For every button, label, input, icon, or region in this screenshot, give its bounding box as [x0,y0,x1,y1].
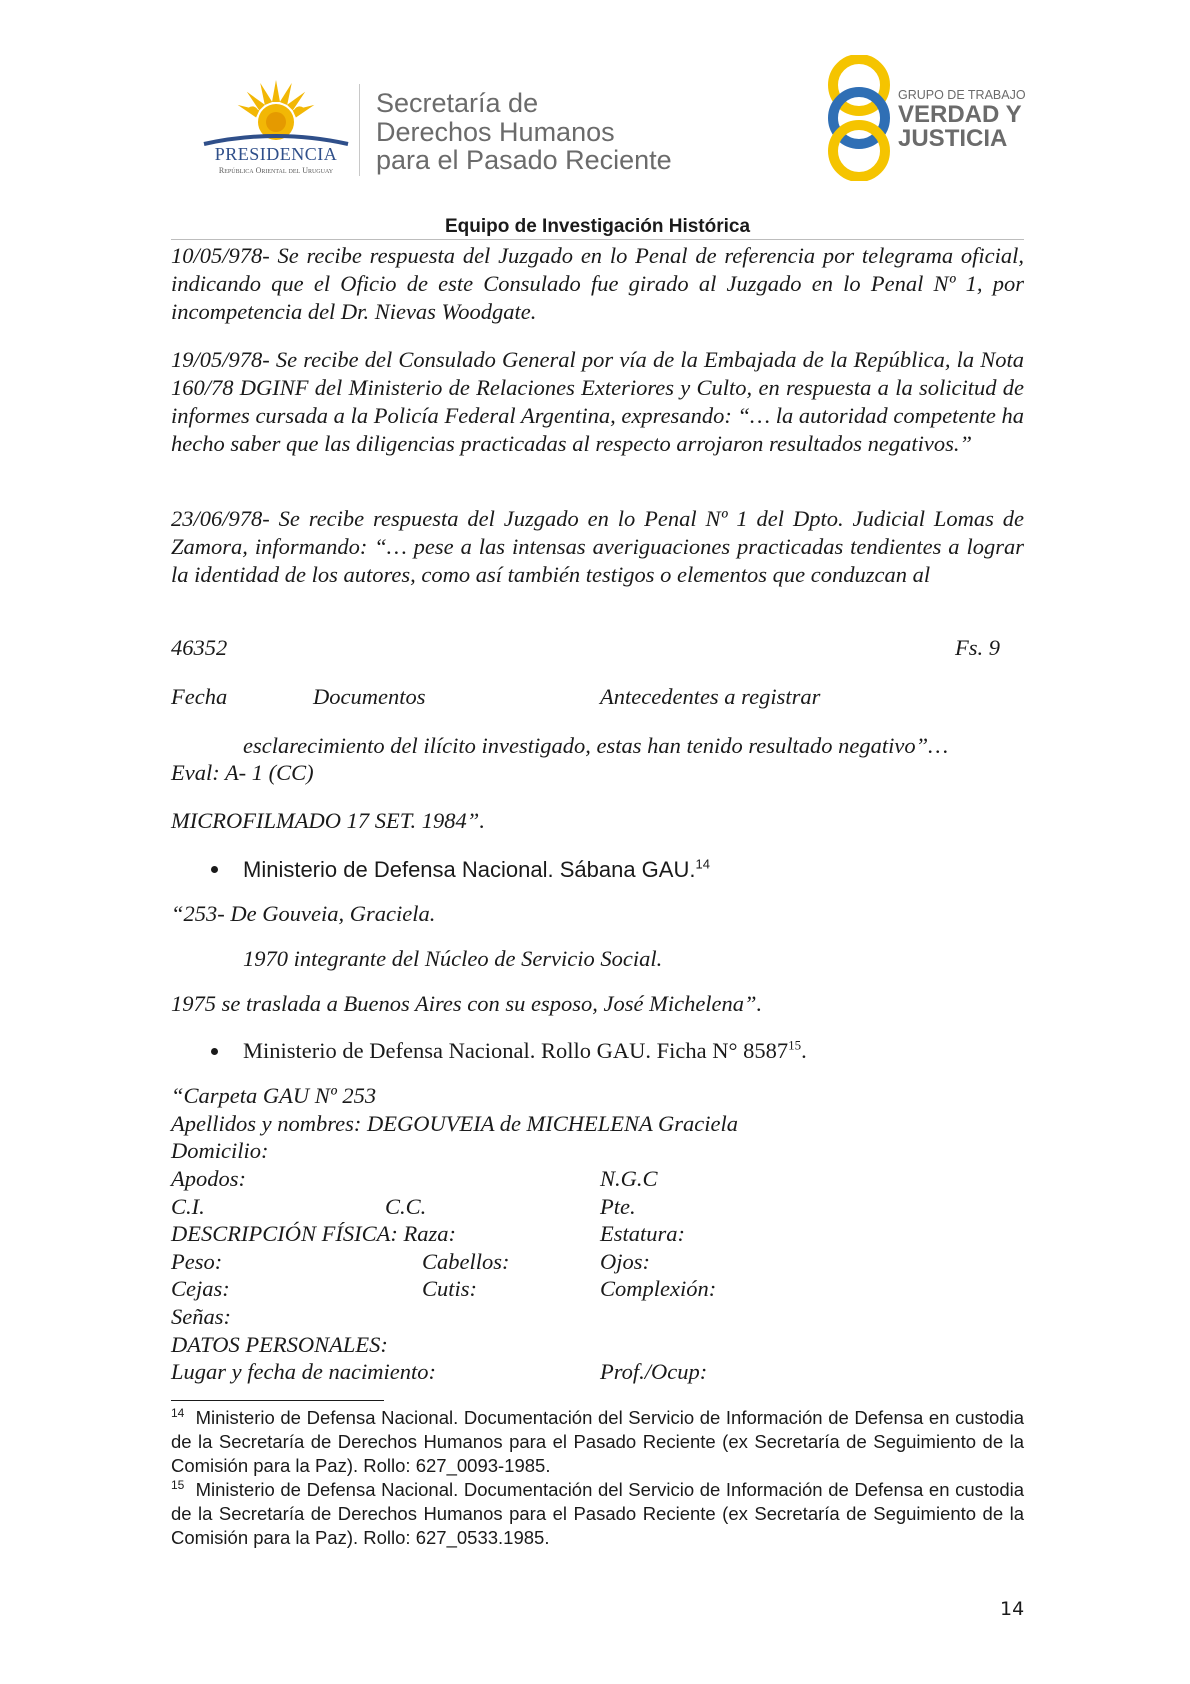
secretaria-title [376,88,672,174]
ficha-datos-personales: DATOS PERSONALES: [171,1332,388,1357]
page-number: 14 [1000,1598,1025,1620]
footnote-15-number: 15 [171,1477,185,1492]
column-header-antecedentes: Antecedentes a registrar [600,684,821,709]
presidencia-logo [196,78,356,178]
grupo-verdad-justicia-logo [824,55,1034,185]
entry-line-1: “253- De Gouveia, Graciela. [171,901,436,926]
footnote-14-text: Ministerio de Defensa Nacional. Documentación del Servicio de Información de Defensa en custodia de la Secretaría de Derechos Humanos para el Pasado Reciente (ex Secretaría de Seguimiento de la Comisión para la Paz). Rollo: 627_0093-1985. [171,1407,1025,1476]
ficha-descripcion: DESCRIPCIÓN FÍSICA: Raza: [171,1221,456,1246]
linked-rings-icon [824,55,894,181]
paragraph-2: 19/05/978- Se recibe del Consulado General por vía de la Embajada de la República, la Nota 160/78 DGINF del Ministerio de Relaciones Exteriores y Culto, en respuesta a la solicitud de informes cursada a la Policía Federal Argentina, expresando: “… la autoridad competente ha hecho saber que las diligencias practicadas al respecto arrojaron resultados negativos.” [171,347,1024,456]
entry-line-3: 1975 se traslada a Buenos Aires con su esposo, José Michelena”. [171,991,763,1016]
ficha-senas: Señas: [171,1304,231,1329]
bullet-2-text: Ministerio de Defensa Nacional. Rollo GAU. Ficha N° 8587 [243,1038,789,1063]
footnote-14 [171,1406,1024,1478]
team-title: Equipo de Investigación Histórica [444,216,751,237]
secretaria-line-1: Secretaría de [376,88,539,118]
ficha-estatura: Estatura: [600,1221,686,1246]
folio-number: 46352 [171,635,228,660]
ficha-ci: C.I. [171,1194,205,1219]
footnote-ref-15: 15 [788,1037,802,1053]
evaluation-line: Eval: A- 1 (CC) [171,760,314,785]
footnote-15 [171,1478,1024,1550]
ficha-ojos: Ojos: [600,1249,650,1274]
bullet-dot [211,1048,218,1055]
ficha-profesion: Prof./Ocup: [600,1359,708,1384]
entry-line-2: 1970 integrante del Núcleo de Servicio Social. [243,946,663,971]
footnote-14-number: 14 [171,1405,185,1420]
ficha-lugar-nacimiento: Lugar y fecha de nacimiento: [171,1359,436,1384]
ficha-peso: Peso: [171,1249,223,1274]
bullet-2 [243,1037,807,1065]
paragraph-3: 23/06/978- Se recibe respuesta del Juzgado en lo Penal Nº 1 del Dpto. Judicial Lomas de Zamora, informando: “… pese a las intensas averiguaciones practicadas tendientes a lograr la identidad de los autores, como así también testigos o elementos que conduzcan al [171,506,1024,587]
ficha-ngc: N.G.C [600,1166,658,1191]
bullet-1 [243,856,710,884]
ficha-carpeta: “Carpeta GAU Nº 253 [171,1083,377,1108]
folio-fs: Fs. 9 [955,635,1000,660]
ficha-pte: Pte. [600,1194,636,1219]
ficha-cabellos: Cabellos: [422,1249,510,1274]
bullet-1-text: Ministerio de Defensa Nacional. Sábana GAU. [243,857,696,882]
footnote-15-text: Ministerio de Defensa Nacional. Documentación del Servicio de Información de Defensa en custodia de la Secretaría de Derechos Humanos para el Pasado Reciente (ex Secretaría de Seguimiento de la Comisión para la Paz). Rollo: 627_0533.1985. [171,1479,1025,1548]
bullet-2-end: . [801,1038,807,1063]
ficha-cutis: Cutis: [422,1276,478,1301]
paragraph-1: 10/05/978- Se recibe respuesta del Juzgado en lo Penal de referencia por telegrama oficial, indicando que el Oficio de este Consulado fue girado al Juzgado en lo Penal Nº 1, por incompetencia del Dr. Nievas Woodgate. [171,243,1024,324]
grupo-line-1: GRUPO DE TRABAJO [898,88,1026,102]
header-divider [359,84,360,176]
ficha-domicilio: Domicilio: [171,1138,269,1163]
bullet-dot [211,866,218,873]
secretaria-line-2: Derechos Humanos [376,117,615,147]
ficha-cc: C.C. [385,1194,427,1219]
secretaria-line-3: para el Pasado Reciente [376,145,672,175]
presidencia-label: PRESIDENCIA [214,144,338,164]
column-header-fecha: Fecha [171,684,228,709]
microfilm-line: MICROFILMADO 17 SET. 1984”. [171,808,485,833]
ficha-apellidos: Apellidos y nombres: DEGOUVEIA de MICHELENA Graciela [171,1111,738,1136]
ficha-cejas: Cejas: [171,1276,230,1301]
header-rule [171,239,1024,240]
footnote-ref-14: 14 [695,856,710,872]
grupo-line-2: VERDAD Y [898,101,1022,128]
ficha-complexion: Complexión: [600,1276,717,1301]
continuation-line: esclarecimiento del ilícito investigado, estas han tenido resultado negativo”… [243,733,949,758]
column-header-documentos: Documentos [313,684,426,709]
footnote-separator [171,1400,384,1401]
sun-emblem-icon [196,78,356,148]
ficha-apodos: Apodos: [171,1166,246,1191]
presidencia-sublabel: República Oriental del Uruguay [218,166,334,175]
grupo-line-3: JUSTICIA [898,125,1008,152]
